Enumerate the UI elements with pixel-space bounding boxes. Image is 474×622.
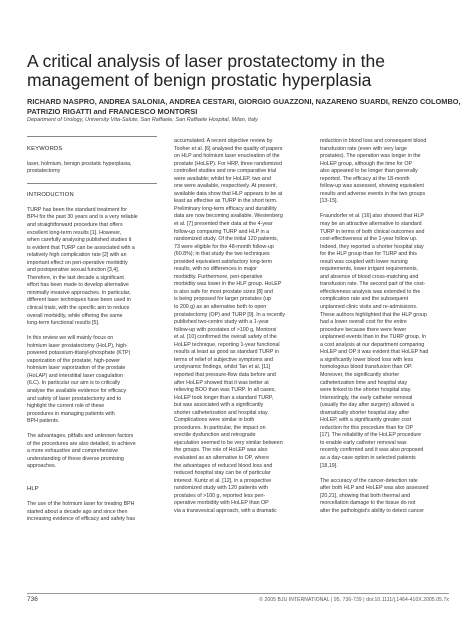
text-line: 73 were eligible for the 48-month follow-up <box>174 243 274 250</box>
text-line: understanding of these diverse promising <box>27 455 124 462</box>
text-line: but was associated with a significantly <box>174 402 264 409</box>
middle-column-body <box>174 138 304 515</box>
paragraph-gap <box>320 206 450 214</box>
text-line: (ILC). In particular our aim is to critically <box>27 380 121 387</box>
paragraph-gap <box>27 494 157 502</box>
text-line: the advantages of reduced blood loss and <box>174 462 273 469</box>
keywords-heading: KEYWORDS <box>27 145 63 152</box>
text-line: vaporization of the prostate, high-power <box>27 357 121 364</box>
text-line: TURP in terms of both clinical outcomes and <box>320 228 425 235</box>
text-line: urodynamic findings, whilst Tan et al. [11] <box>174 364 271 371</box>
text-line: also appeared to be longer than generally <box>320 168 418 175</box>
section-heading: INTRODUCTION <box>27 191 74 198</box>
text-line: These authors highlighted that the HLP group <box>320 311 427 318</box>
author-list <box>27 97 467 116</box>
text-line: after HoLEP showed that it was better at <box>174 379 269 386</box>
text-line: complication rate and the subsequent <box>320 296 409 303</box>
text-line: Therefore, in the last decade a significant <box>27 274 124 281</box>
text-line: reported that pressure-flow data before and <box>174 371 276 378</box>
text-line: of the procedures are also detailed, to achieve <box>27 440 136 447</box>
text-line: transfusion rate. The second part of the cost- <box>320 281 426 288</box>
text-line: In this review we will mainly focus on <box>27 335 114 342</box>
text-line: HoLEP group, although the time for OP <box>320 160 413 167</box>
text-line: results, with no differences in major <box>174 266 257 273</box>
text-line: morbidity was lower in the HLP group. HoLEP <box>174 281 282 288</box>
title-line-2: management of benign prostatic hyperplasia <box>27 70 372 90</box>
text-line: as a day-case option in selected patients <box>320 454 416 461</box>
text-line: unplanned clinic visits and re-admissions. <box>320 304 418 311</box>
text-line: increasing evidence of efficacy and safety has <box>27 516 135 523</box>
text-line: reduction for this procedure than for OP <box>320 424 414 431</box>
text-line: excellent long-term results [1]. However, <box>27 229 122 236</box>
article-title <box>27 52 457 90</box>
text-line: (HoLAP) and interstitial laser coagulation <box>27 372 123 379</box>
text-line: [13-15]. <box>320 198 338 205</box>
text-line: morbidity. Furthermore, peri-operative <box>174 273 263 280</box>
paragraph-gap <box>27 471 157 479</box>
affiliation: Department of Urology, University Vita-Salute, San Raffaele, San Raffaele Hospital, Milan, Italy <box>27 117 258 123</box>
text-line: prostates). The operation was longer in the <box>320 153 421 160</box>
text-line: The use of the holmium laser for treating BPH <box>27 501 135 508</box>
text-line: least as effective as TURP in the short term. <box>174 198 278 205</box>
text-line: reported. The efficacy at the 18-month <box>320 175 410 182</box>
text-line: Complications were similar in both <box>174 417 255 424</box>
text-line: morcellation damage to the tissue do not <box>320 500 416 507</box>
text-line: via a transvesical approach, with a dramatic <box>174 507 277 514</box>
text-line: TURP has been the standard treatment for <box>27 206 128 213</box>
text-line: is evident that TURP can be associated with a <box>27 244 135 251</box>
text-line: Indeed, they reported a shorter hospital stay <box>320 243 424 250</box>
text-line: to 200 g) as an alternative both to open <box>174 304 267 311</box>
text-line: dramatically shorter hospital stay after <box>320 409 410 416</box>
text-line: The accuracy of the cancer-detection rate <box>320 477 418 484</box>
text-line: HoLEP and OP it was evident that HoLEP had <box>320 349 429 356</box>
text-line: one were available, respectively. At present, <box>174 183 277 190</box>
author-line-2: PATRIZIO RIGATTI and FRANCESCO MONTORSI <box>27 106 198 116</box>
title-line-1: A critical analysis of laser prostatectomy in the <box>27 51 385 71</box>
text-line: alter the pathologist's ability to detect cancer <box>320 507 425 514</box>
text-line: transfusion rate (even with very large <box>320 145 407 152</box>
text-line: is being proposed for larger prostates (up <box>174 296 271 303</box>
text-line: procedures in managing patients with <box>27 410 115 417</box>
paragraph-gap <box>27 199 157 207</box>
text-line: (60.8%); in that study the two techniques <box>174 251 270 258</box>
text-line: Interestingly, the early catheter removal <box>320 394 413 401</box>
text-line: accumulated. A recent objective review by <box>174 138 273 144</box>
text-line: Preliminary long-term efficacy and durability <box>174 205 277 212</box>
text-line: Moreover, the significantly shorter <box>320 371 400 378</box>
text-line: procedures. In particular, the impact on <box>174 424 266 431</box>
text-line: [18,19]. <box>320 462 338 469</box>
text-line: analyse the available evidence for efficacy <box>27 388 127 394</box>
text-line: (usually the day after surgery) allowed a <box>320 402 414 409</box>
text-line: et al. [10] confirmed the overall safety of the <box>174 334 277 341</box>
text-line: ejaculation seemed to be very similar between <box>174 439 283 446</box>
text-line: after both HLP and HoLEP was also assessed <box>320 485 429 492</box>
text-line: unplanned events than in the TURP group. In <box>320 334 427 341</box>
text-line: BPH patients. <box>27 418 60 425</box>
text-line: a significantly lower blood loss with less <box>320 356 414 363</box>
keywords-rule <box>27 136 157 137</box>
text-line: effectiveness analysis was extended to the <box>320 288 421 295</box>
text-line: evaluated as an alternative to OP, where <box>174 454 270 461</box>
text-line: were available; whilst for HoLEP, two and <box>174 175 271 182</box>
middle-column <box>174 138 304 515</box>
text-line: prostates of >100 g, reported less peri- <box>174 492 266 499</box>
text-line: had a lower overall cost for the entire <box>320 319 407 326</box>
text-line: holmium laser prostatectomy (HoLP), high- <box>27 342 128 349</box>
text-line: HoLEP technique, reporting 1-year functional <box>174 341 280 348</box>
text-line: result was coupled with lower nursing <box>320 258 408 265</box>
text-line: requirements, lower irrigant requirements, <box>320 266 419 273</box>
text-line: shorter catheterization and hospital stay. <box>174 409 269 416</box>
text-line: minimally invasive approaches. In particular, <box>27 289 131 296</box>
text-line: a cost analysis at our department comparing <box>320 341 425 348</box>
text-line: reduction in blood loss and consequent blood <box>320 138 427 144</box>
text-line: [17]. The reliability of the HoLEP procedure <box>320 432 422 439</box>
text-line: may be an attractive alternative to standard <box>320 221 422 228</box>
text-line: The advantages, pitfalls and unknown factors <box>27 433 134 440</box>
text-line: long-term functional results [5]. <box>27 320 100 327</box>
text-line: results at least as good as standard TURP in <box>174 349 279 356</box>
text-line: prostatectomy (OP) and TURP [9]. In a recently <box>174 311 286 318</box>
section-heading: HLP <box>27 486 39 493</box>
text-line: relatively high complication rate [2] with an <box>27 252 127 259</box>
text-line: [20,21], showing that both thermal and <box>320 492 411 499</box>
footer-rule <box>27 593 449 594</box>
text-line: when carefully analysing published studies it <box>27 237 132 244</box>
text-line: started about a decade ago and since then <box>27 508 128 515</box>
text-line: homologous blood transfusion than OP. <box>320 364 413 371</box>
text-line: important effect on peri-operative morbidity <box>27 259 128 266</box>
text-line: for the HLP group than for TURP and this <box>320 251 417 258</box>
left-column-body <box>27 192 157 524</box>
right-column-body <box>320 138 450 515</box>
text-line: Tooher et al. [6] analysed the quality of papers <box>174 145 283 152</box>
text-line: highlight the current role of these <box>27 403 105 410</box>
page-number: 736 <box>27 596 38 603</box>
text-line: on HLP and holmium laser enucleation of the <box>174 153 280 160</box>
text-line: operative morbidity with HoLEP than OP <box>174 500 269 507</box>
text-line: relieving BOO than was TURP. In all cases, <box>174 387 276 394</box>
right-column <box>320 138 450 515</box>
text-line: prostate (HoLEP). For HRP, three randomized <box>174 160 282 167</box>
text-line: catheterization time and hospital stay <box>320 379 408 386</box>
text-line: follow-up was assessed, showing equivalent <box>320 183 424 190</box>
text-line: and absence of blood cross-matching and <box>320 273 419 280</box>
text-line: randomized study. Of the initial 120 patients, <box>174 236 279 243</box>
text-line: recently confirmed and it was also proposed <box>320 447 424 454</box>
author-line-1: RICHARD NASPRO, ANDREA SALONIA, ANDREA CESTARI, GIORGIO GUAZZONI, NAZARENO SUARDI, RENZO COLOMBO, <box>27 97 461 106</box>
text-line: cost-effectiveness at the 1-year follow up. <box>320 236 418 243</box>
text-line: a more exhaustive and comprehensive <box>27 448 118 455</box>
text-line: effort has been made to develop alternative <box>27 282 129 289</box>
text-line: and postoperative sexual function [3,4]. <box>27 267 120 274</box>
text-line: provided equivalent satisfactory long-term <box>174 258 273 265</box>
paragraph-gap <box>320 470 450 478</box>
text-line: HoLEP, with a significantly greater cost <box>320 417 412 424</box>
page-footer <box>27 596 449 604</box>
text-line: clinical trials, with the specific aim to reduce <box>27 304 130 311</box>
section-rule <box>27 183 157 185</box>
left-column <box>27 138 157 524</box>
text-line: follow-up comparing TURP and HLP in a <box>174 228 270 235</box>
text-line: were linked to the shorter hospital stay. <box>320 387 412 394</box>
text-line: and safety of laser prostatectomy and to <box>27 395 122 402</box>
text-line: terms of relief of subjective symptoms and <box>174 356 273 363</box>
text-line: interest. Kuntz et al. [12], in a prospective <box>174 477 272 484</box>
text-line: overall morbidity, while offering the same <box>27 312 123 319</box>
text-line: available data show that HLP appears to be at <box>174 190 283 197</box>
text-line: powered potassium-titanyl-phosphate (KTP) <box>27 350 131 357</box>
text-line: et al. [7] presented their data at the 4-year <box>174 221 273 228</box>
paragraph-gap <box>27 328 157 336</box>
text-line: the groups. The role of HoLEP was also <box>174 447 268 454</box>
text-line: to enable early catheter removal was <box>320 439 407 446</box>
text-line: erectile dysfunction and retrograde <box>174 432 256 439</box>
text-line: and straightforward procedure that offers <box>27 221 123 228</box>
text-line: results and adverse events in the two groups <box>320 190 426 197</box>
text-line: is also safe for most prostate sizes [8] and <box>174 288 273 295</box>
text-line: published two-centre study with a 1-year <box>174 319 269 326</box>
paragraph-gap <box>27 479 157 487</box>
journal-info: © 2005 BJU INTERNATIONAL | 95, 736-739 | doi:10.1111/j.1464-410X.2005.05.7x <box>259 597 449 603</box>
text-line: BPH for the past 30 years and is a very reliable <box>27 214 138 221</box>
text-line: procedure because there were fewer <box>320 326 407 333</box>
text-line: follow-up with prostates of >100 g, Montorsi <box>174 326 277 333</box>
paragraph-gap <box>27 426 157 434</box>
text-line: HoLEP took longer than a standard TURP, <box>174 394 274 401</box>
text-line: approaches. <box>27 463 57 470</box>
text-line: data are now becoming available. Westenberg <box>174 213 283 220</box>
text-line: holmium laser vaporization of the prostate <box>27 365 126 372</box>
keywords-line-1: laser, holmium, benign prostatic hyperplasia, <box>27 160 132 167</box>
text-line: randomized study with 120 patients with <box>174 485 268 492</box>
text-line: controlled studies and one comparative trial <box>174 168 277 175</box>
text-line: reduced hospital stay can be of particular <box>174 470 271 477</box>
text-line: different laser techniques have been used in <box>27 297 131 304</box>
text-line: Fraundorfer et al. [16] also showed that HLP <box>320 213 424 220</box>
keywords-line-2: prostatectomy <box>27 168 61 175</box>
